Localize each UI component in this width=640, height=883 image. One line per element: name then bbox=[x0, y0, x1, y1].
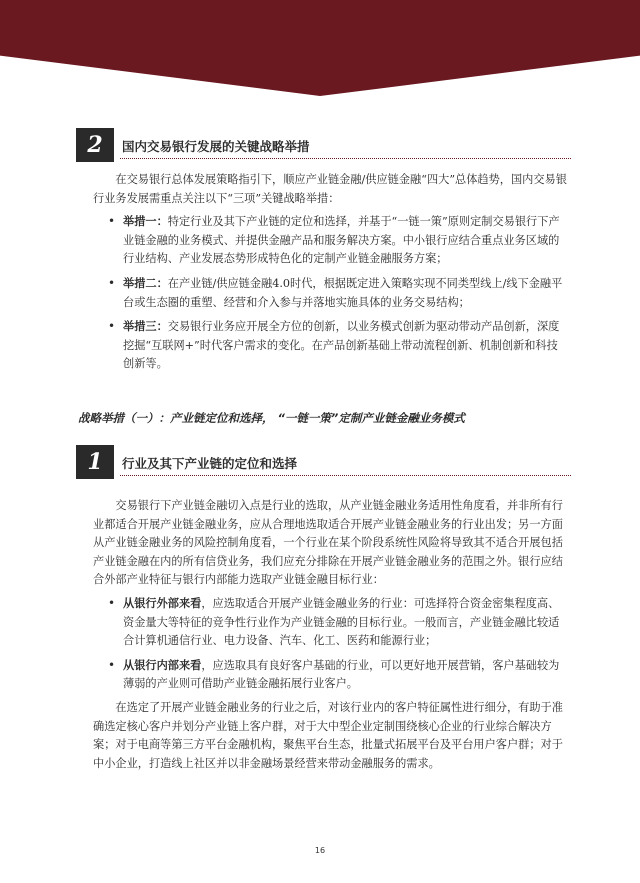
item-label: 举措三： bbox=[123, 319, 168, 334]
section-divider bbox=[120, 475, 571, 476]
bullet-dot-icon: • bbox=[108, 595, 116, 610]
item-text: 特定行业及其下产业链的定位和选择，并基于“一链一策”原则定制交易银行下产业链金融的业务模式、并提供金融产品和服务解决方案。中小银行应结合重点业务区域的行业结构、产业发展态势形成特色化的定制产业链金融服务方案； bbox=[123, 215, 560, 266]
section-divider bbox=[120, 158, 571, 159]
top-banner bbox=[0, 0, 640, 96]
bullet-dot-icon: • bbox=[108, 319, 116, 334]
bullet-dot-icon: • bbox=[108, 214, 116, 229]
item-text: ，应选取具有良好客户基础的行业，可以更好地开展营销，客户基础较为薄弱的产业则可借助产业链金融拓展行业客户。 bbox=[123, 658, 560, 691]
section-number-box: 2 bbox=[76, 128, 114, 162]
item-label: 从银行外部来看 bbox=[123, 595, 202, 610]
list-item bbox=[93, 656, 568, 694]
perspective-list bbox=[93, 594, 568, 694]
list-item bbox=[93, 594, 568, 651]
bullet-dot-icon: • bbox=[108, 275, 116, 290]
section-title: 国内交易银行发展的关键战略举措 bbox=[122, 139, 310, 154]
list-item bbox=[93, 274, 568, 312]
section-title: 行业及其下产业链的定位和选择 bbox=[122, 456, 298, 471]
section-number-box: 1 bbox=[76, 445, 114, 479]
list-item bbox=[93, 317, 568, 374]
item-text: ，应选取适合开展产业链金融业务的行业：可选择符合资金密集程度高、资金量大等特征的竞争性行业作为产业链金融的目标行业。一般而言，产业链金融比较适合计算机通信行业、电力设备、汽车、化工、医药和能源行业； bbox=[123, 596, 560, 648]
closing-paragraph: 在选定了开展产业链金融业务的行业之后，对该行业内的客户特征属性进行细分，有助于准确选定核心客户并划分产业链上客户群，对于大中型企业定制围绕核心企业的行业综合解决方案；对于电商等第三方平台金融机构，聚焦平台生态，批量式拓展平台及平台用户客户群；对于中小企业，打造线上社区并以非金融场景经营来带动金融服务的需求。 bbox=[93, 700, 563, 770]
list-item bbox=[93, 212, 568, 269]
item-text: 交易银行业务应开展全方位的创新，以业务模式创新为驱动带动产品创新，深度挖掘“互联网+”时代客户需求的变化。在产品创新基础上带动流程创新、机制创新和科技创新等。 bbox=[123, 320, 560, 371]
intro-paragraph: 在交易银行总体发展策略指引下，顺应产业链金融/供应链金融“四大”总体趋势，国内交易银行业务发展需重点关注以下“三项”关键战略举措： bbox=[93, 173, 567, 205]
item-text: 在产业链/供应链金融4.0时代，根据既定进入策略实现不同类型线上/线下金融平台或生态圈的重塑、经营和介入参与并落地实施具体的业务交易结构； bbox=[123, 276, 563, 309]
item-label: 举措一： bbox=[123, 214, 168, 229]
measures-list bbox=[93, 212, 568, 374]
page-number: 16 bbox=[314, 846, 326, 855]
section-1-header bbox=[76, 445, 571, 479]
bullet-dot-icon: • bbox=[108, 657, 116, 672]
item-label: 从银行内部来看 bbox=[123, 657, 202, 672]
section-2-header bbox=[76, 128, 571, 162]
section-2-body bbox=[93, 171, 568, 374]
section-1-body bbox=[93, 497, 568, 773]
item-label: 举措二： bbox=[123, 275, 168, 290]
body-paragraph: 交易银行下产业链金融切入点是行业的选取，从产业链金融业务适用性角度看，并非所有行业都适合开展产业链金融业务，应从合理地选取适合开展产业链金融业务的行业出发；另一方面从产业链金融业务的风险控制角度看，一个行业在某个阶段系统性风险将导致其不适合开展包括产业链金融在内的所有信贷业务，我们应充分排除在开展产业链金融业务的范围之外。银行应结合外部产业特征与银行内部能力选取产业链金融目标行业： bbox=[93, 499, 563, 587]
strategy-heading: 战略举措（一）：产业链定位和选择， “一链一策”定制产业链金融业务模式 bbox=[78, 411, 465, 425]
